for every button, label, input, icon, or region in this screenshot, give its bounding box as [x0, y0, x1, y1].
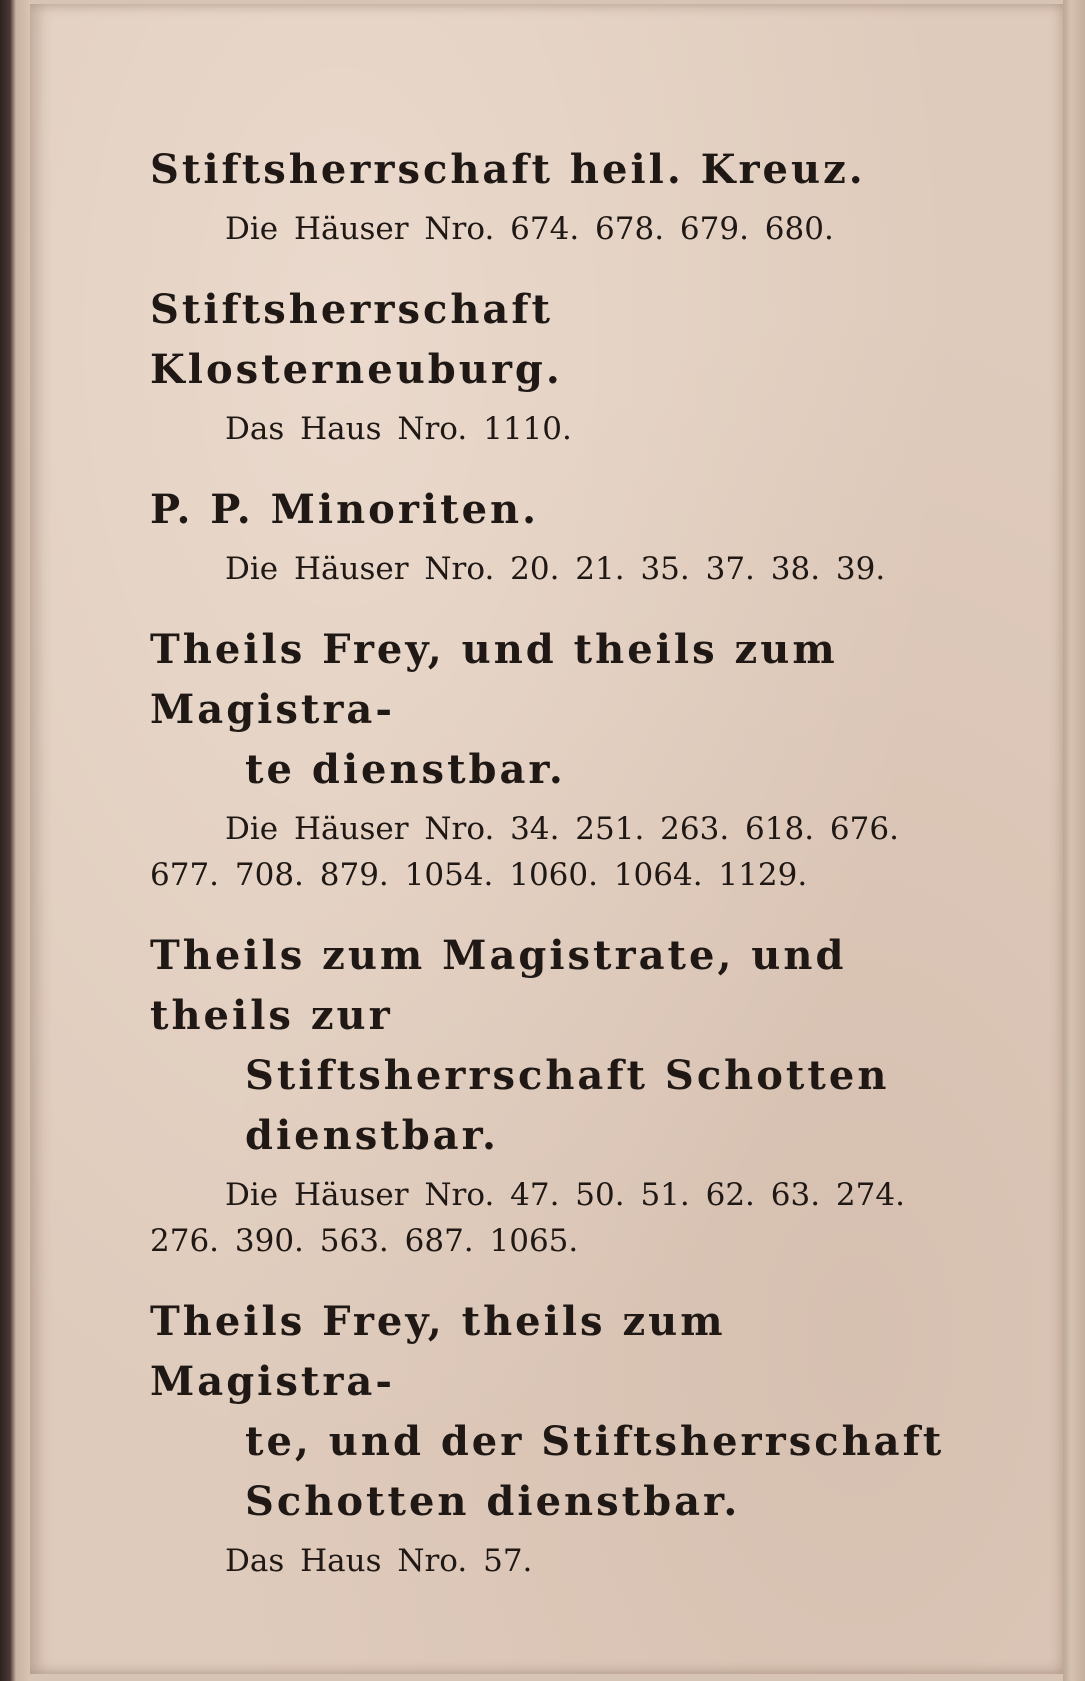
heading-line: Schotten dienstbar. — [245, 1478, 741, 1525]
house-list-line: 677. 708. 879. 1054. 1060. 1064. 1129. — [150, 857, 808, 893]
house-list — [150, 206, 950, 252]
heading-line: Theils Frey, und theils zum Magistra- — [150, 626, 838, 733]
section-heading — [150, 480, 950, 540]
section-frey-magistrat — [150, 620, 950, 898]
house-list — [150, 806, 950, 898]
heading-line: Stiftsherrschaft Klosterneuburg. — [150, 286, 563, 393]
section-heil-kreuz — [150, 140, 950, 252]
heading-line: te dienstbar. — [245, 746, 566, 793]
house-list-line: Das Haus Nro. 57. — [225, 1543, 533, 1579]
house-list-line: Die Häuser Nro. 47. 50. 51. 62. 63. 274. — [225, 1177, 905, 1213]
heading-line: P. P. Minoriten. — [150, 486, 540, 533]
house-list — [150, 546, 950, 592]
heading-line: Stiftsherrschaft Schotten — [245, 1052, 890, 1099]
house-list — [150, 1172, 950, 1264]
section-minoriten — [150, 480, 950, 592]
heading-line: dienstbar. — [245, 1112, 499, 1159]
page-content — [150, 140, 950, 1612]
house-list — [150, 406, 950, 452]
house-list-line: Die Häuser Nro. 674. 678. 679. 680. — [225, 211, 834, 247]
house-list-line: Das Haus Nro. 1110. — [225, 411, 572, 447]
house-list — [150, 1538, 950, 1584]
section-heading — [150, 620, 950, 800]
heading-line: te, und der Stiftsherrschaft — [245, 1418, 945, 1465]
heading-line: Theils zum Magistrate, und theils zur — [150, 932, 847, 1039]
section-heading — [150, 280, 950, 400]
section-frey-magistrat-schotten — [150, 1292, 950, 1584]
section-heading — [150, 140, 950, 200]
next-page-edge — [1063, 0, 1085, 1681]
house-list-line: Die Häuser Nro. 20. 21. 35. 37. 38. 39. — [225, 551, 886, 587]
section-magistrat-schotten — [150, 926, 950, 1264]
section-heading — [150, 1292, 950, 1532]
heading-line: Theils Frey, theils zum Magistra- — [150, 1298, 726, 1405]
heading-line: Stiftsherrschaft heil. Kreuz. — [150, 146, 866, 193]
section-klosterneuburg — [150, 280, 950, 452]
house-list-line: Die Häuser Nro. 34. 251. 263. 618. 676. — [225, 811, 899, 847]
section-heading — [150, 926, 950, 1166]
house-list-line: 276. 390. 563. 687. 1065. — [150, 1223, 579, 1259]
